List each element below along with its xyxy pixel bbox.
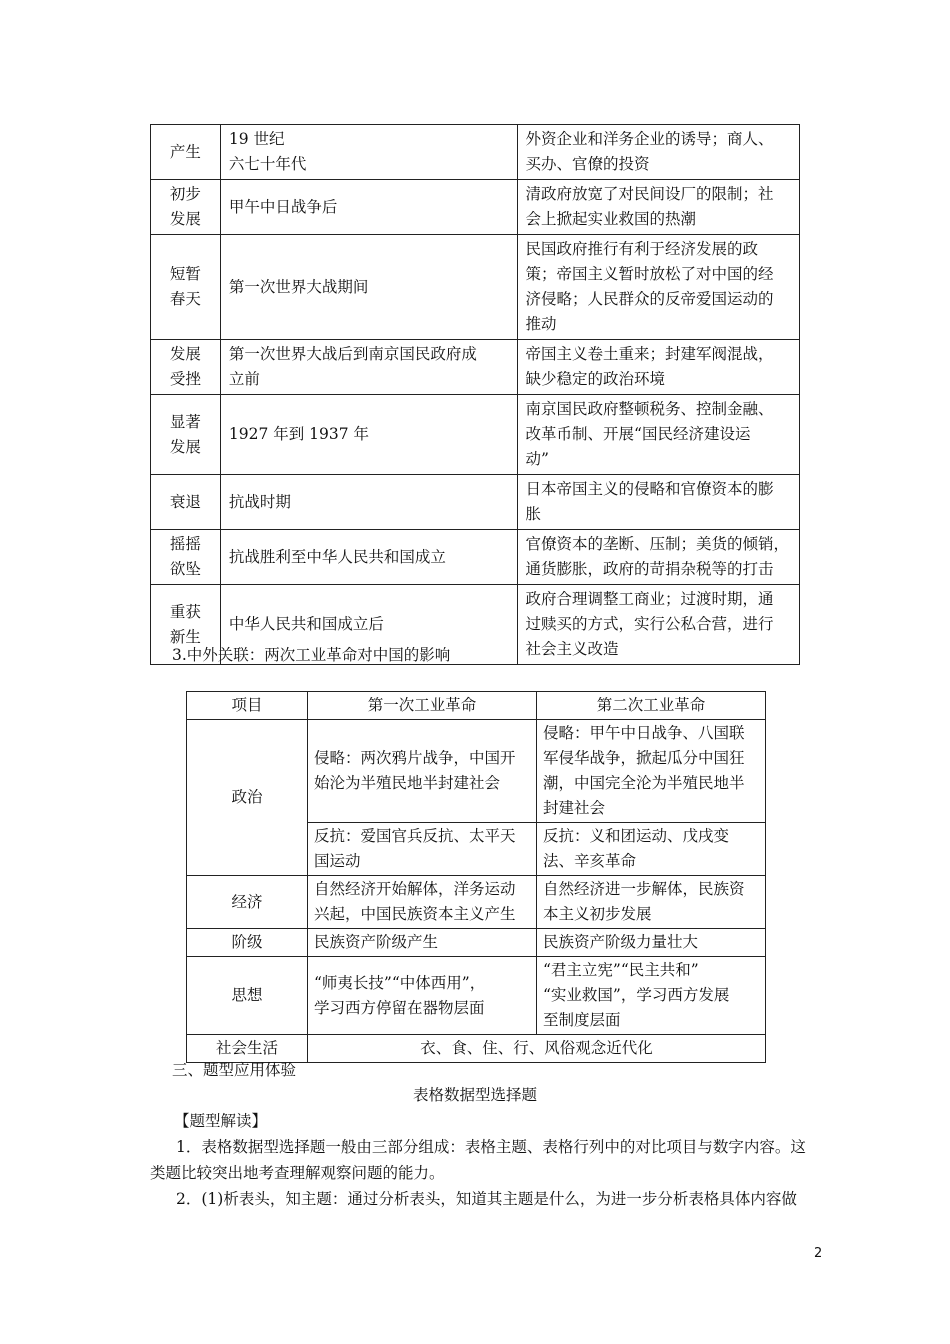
table-row — [151, 235, 800, 340]
cause-cell — [517, 235, 799, 340]
cause-cell-line: 社会主义改造 — [525, 640, 619, 658]
stage-cell-line: 春天 — [169, 290, 201, 308]
cause-cell-line: 清政府放宽了对民间设厂的限制；社 — [525, 185, 774, 203]
thought-second-line: 至制度层面 — [543, 1011, 621, 1029]
politics-invade-second-line: 军侵华战争，掀起瓜分中国狂 — [543, 749, 745, 767]
table-header-row — [187, 692, 766, 720]
interpretation-title: 【题型解读】 — [174, 1112, 268, 1130]
thought-second — [537, 957, 766, 1035]
social-life-value: 衣、食、住、行、风俗观念近代化 — [308, 1035, 766, 1063]
stage-cell-line: 产生 — [169, 142, 201, 161]
cause-cell-line: 胀 — [525, 505, 542, 523]
stage-cell-line: 衰退 — [169, 492, 201, 511]
economy-first-line: 兴起，中国民族资本主义产生 — [314, 905, 516, 923]
economy-first — [308, 876, 537, 929]
cause-cell-line: 政府合理调整工商业；过渡时期，通 — [525, 590, 774, 608]
period-cell-line: 1927 年到 1937 年 — [228, 425, 370, 443]
class-first: 民族资产阶级产生 — [308, 929, 537, 957]
period-cell — [220, 235, 517, 340]
table-row — [187, 929, 766, 957]
period-cell-line: 立前 — [228, 370, 260, 388]
stage-cell — [151, 125, 221, 180]
table-row — [151, 340, 800, 395]
period-cell-line: 19 世纪 — [228, 130, 285, 148]
period-cell-line: 甲午中日战争后 — [228, 197, 338, 216]
period-cell — [220, 125, 517, 180]
stage-cell-line: 新生 — [169, 627, 201, 646]
stage-cell — [151, 475, 221, 530]
politics-invade-first — [308, 720, 537, 823]
stage-cell — [151, 395, 221, 475]
cause-cell-line: 动” — [525, 450, 549, 468]
industrial-revolution-impact-table — [186, 691, 766, 1063]
politics-invade-second — [537, 720, 766, 823]
cause-cell — [517, 530, 799, 585]
row-label-economy: 经济 — [187, 876, 308, 929]
table-row — [151, 180, 800, 235]
stage-cell-line: 初步 — [169, 185, 201, 203]
thought-second-line: “实业救国”，学习西方发展 — [543, 986, 730, 1004]
economy-second-line: 本主义初步发展 — [543, 905, 652, 923]
table-row — [187, 876, 766, 929]
stage-cell-line: 受挫 — [169, 370, 201, 388]
cause-cell — [517, 180, 799, 235]
cause-cell-line: 缺少稳定的政治环境 — [525, 370, 666, 388]
cause-cell-line: 改革币制、开展“国民经济建设运 — [525, 425, 751, 443]
period-cell — [220, 395, 517, 475]
period-cell-line: 抗战时期 — [228, 492, 291, 511]
economy-second — [537, 876, 766, 929]
cause-cell-line: 推动 — [525, 315, 557, 333]
politics-invade-second-line: 潮，中国完全沦为半殖民地半 — [543, 774, 745, 792]
section-heading: 三、题型应用体验 — [172, 1061, 297, 1079]
period-cell-line: 中华人民共和国成立后 — [228, 615, 384, 633]
period-cell-line: 第一次世界大战期间 — [228, 277, 369, 296]
politics-resist-second-line: 反抗：义和团运动、戊戌变 — [543, 827, 730, 845]
cause-cell-line: 南京国民政府整顿税务、控制金融、 — [525, 400, 774, 418]
cause-cell — [517, 585, 799, 665]
cause-cell-line: 会上掀起实业救国的热潮 — [525, 210, 697, 228]
stage-cell-line: 欲坠 — [169, 560, 201, 578]
cause-cell-line: 买办、官僚的投资 — [525, 155, 650, 173]
stage-cell — [151, 530, 221, 585]
economy-second-line: 自然经济进一步解体，民族资 — [543, 880, 745, 898]
period-cell-line: 六七十年代 — [228, 155, 307, 173]
politics-resist-first — [308, 823, 537, 876]
cause-cell-line: 过赎买的方式，实行公私合营，进行 — [525, 615, 774, 633]
table-row — [151, 530, 800, 585]
row-label-social: 社会生活 — [187, 1035, 308, 1063]
politics-resist-first-line: 国运动 — [314, 852, 361, 870]
table-row — [151, 475, 800, 530]
header-first-revolution: 第一次工业革命 — [308, 692, 537, 720]
cause-cell — [517, 395, 799, 475]
period-cell — [220, 340, 517, 395]
cause-cell-line: 民国政府推行有利于经济发展的政 — [525, 240, 759, 258]
period-cell — [220, 530, 517, 585]
politics-resist-first-line: 反抗：爱国官兵反抗、太平天 — [314, 827, 516, 845]
row-label-class: 阶级 — [187, 929, 308, 957]
politics-resist-second-line: 法、辛亥革命 — [543, 852, 637, 870]
stage-cell-line: 发展 — [169, 210, 201, 228]
politics-resist-second — [537, 823, 766, 876]
cause-cell-line: 通货膨胀，政府的苛捐杂税等的打击 — [525, 560, 774, 578]
stage-cell-line: 短暂 — [169, 265, 201, 283]
thought-first-line: “师夷长技”“中体西用”， — [314, 973, 486, 992]
period-cell — [220, 180, 517, 235]
paragraph-1: 1．表格数据型选择题一般由三部分组成：表格主题、表格行列中的对比项目与数字内容。这类题比较突出地考查理解观察问题的能力。 — [150, 1138, 806, 1182]
period-cell-line: 抗战胜利至中华人民共和国成立 — [228, 547, 446, 566]
stage-cell-line: 发展 — [169, 437, 201, 456]
section-note-3: 3.中外关联：两次工业革命对中国的影响 — [172, 646, 451, 664]
row-label-politics: 政治 — [187, 720, 308, 876]
table-row — [187, 720, 766, 823]
class-second: 民族资产阶级力量壮大 — [537, 929, 766, 957]
stage-cell — [151, 340, 221, 395]
thought-first-line: 学习西方停留在器物层面 — [314, 998, 485, 1017]
period-cell-line: 第一次世界大战后到南京国民政府成 — [228, 345, 477, 363]
stage-cell — [151, 235, 221, 340]
politics-invade-second-line: 侵略：甲午中日战争、八国联 — [543, 724, 745, 742]
cause-cell — [517, 475, 799, 530]
table-row — [151, 395, 800, 475]
politics-invade-first-line: 侵略：两次鸦片战争，中国开 — [314, 749, 516, 767]
cause-cell — [517, 125, 799, 180]
cause-cell — [517, 340, 799, 395]
header-item: 项目 — [187, 692, 308, 720]
stage-cell-line: 摇摇 — [169, 535, 201, 553]
stage-cell-line: 重获 — [169, 602, 201, 621]
cause-cell-line: 帝国主义卷土重来；封建军阀混战， — [525, 345, 774, 363]
cause-cell-line: 济侵略；人民群众的反帝爱国运动的 — [525, 290, 774, 308]
thought-first — [308, 957, 537, 1035]
page-number: 2 — [814, 1246, 823, 1261]
section-subtitle: 表格数据型选择题 — [412, 1086, 537, 1104]
cause-cell-line: 策；帝国主义暂时放松了对中国的经 — [525, 265, 774, 283]
table-row — [187, 957, 766, 1035]
economy-first-line: 自然经济开始解体，洋务运动 — [314, 880, 516, 898]
period-cell — [220, 475, 517, 530]
stage-cell-line: 显著 — [169, 412, 201, 431]
cause-cell-line: 外资企业和洋务企业的诱导；商人、 — [525, 130, 774, 148]
header-second-revolution: 第二次工业革命 — [537, 692, 766, 720]
stage-cell-line: 发展 — [169, 345, 201, 363]
stage-cell — [151, 180, 221, 235]
politics-invade-first-line: 始沦为半殖民地半封建社会 — [314, 774, 501, 792]
industry-development-table — [150, 124, 800, 665]
paragraph-2: 2．(1)析表头，知主题：通过分析表头，知道其主题是什么，为进一步分析表格具体内容做 — [176, 1190, 797, 1208]
table-row — [151, 125, 800, 180]
row-label-thought: 思想 — [187, 957, 308, 1035]
thought-second-line: “君主立宪”“民主共和” — [543, 961, 699, 979]
cause-cell-line: 官僚资本的垄断、压制；美货的倾销， — [525, 535, 790, 553]
politics-invade-second-line: 封建社会 — [543, 799, 606, 817]
cause-cell-line: 日本帝国主义的侵略和官僚资本的膨 — [525, 480, 774, 498]
